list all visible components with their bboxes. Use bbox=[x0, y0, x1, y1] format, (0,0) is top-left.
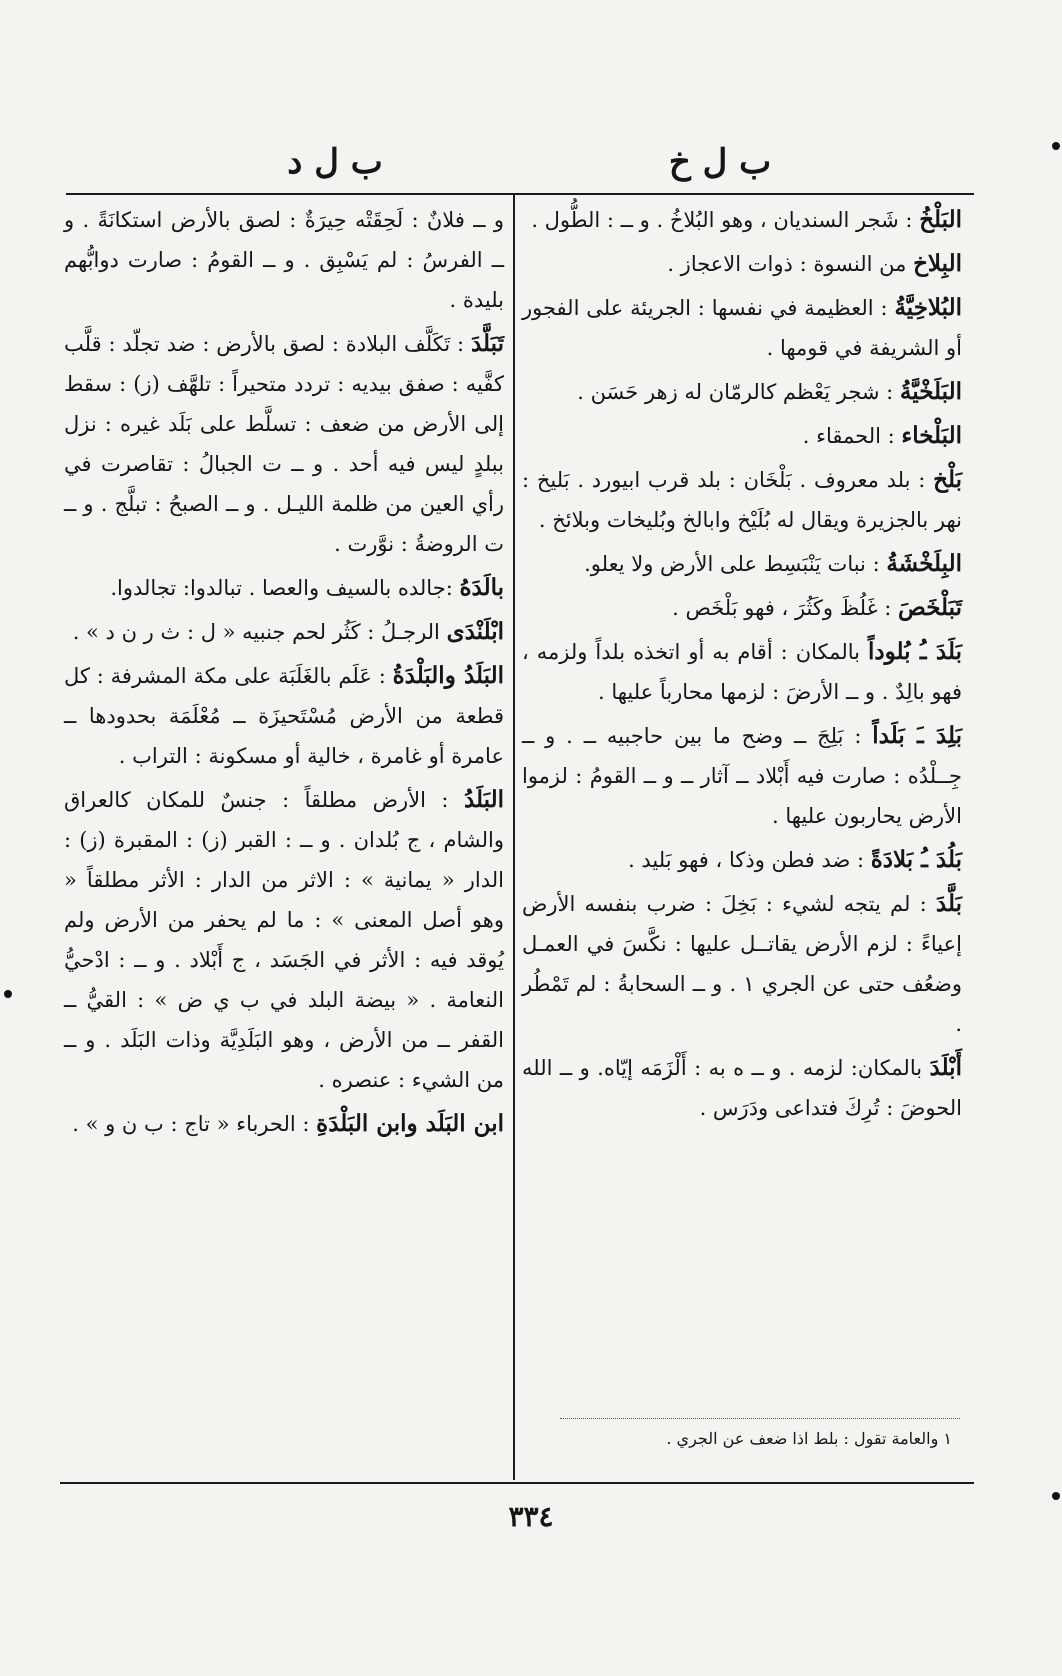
entry-definition: بالمكان : أقام به أو اتخذه بلداً ولزمه ، فهو بالِدٌ . و ــ الأرضَ : لزمها محارباً عليها . bbox=[522, 640, 962, 704]
dictionary-entry bbox=[64, 780, 504, 1100]
dictionary-entry bbox=[64, 1104, 504, 1144]
entry-definition: : الحمقاء . bbox=[802, 424, 895, 448]
entry-headword: تَبَلْخَصَ bbox=[898, 594, 962, 621]
scan-edge-mark bbox=[4, 990, 12, 998]
dictionary-entry bbox=[64, 656, 504, 776]
entry-definition: :جالده بالسيف والعصا . تبالدوا: تجالدوا. bbox=[110, 576, 453, 600]
entry-definition: : بلد معروف . بَلْخَان : بلد قرب ابيورد . بَليخ : نهر بالجزيرة ويقال له بُلَيْخ وابالخ وبُليخات وبلائخ . bbox=[522, 468, 962, 532]
entry-headword: أَبْلَدَ bbox=[929, 1054, 962, 1081]
dictionary-entry bbox=[522, 200, 962, 240]
dictionary-entry bbox=[64, 568, 504, 608]
dictionary-entry bbox=[64, 324, 504, 564]
entry-definition: : الحرباء « تاج : ب ن و » . bbox=[72, 1112, 310, 1136]
bottom-rule bbox=[60, 1482, 974, 1484]
top-rule bbox=[66, 193, 974, 195]
dictionary-entry bbox=[522, 416, 962, 456]
dictionary-entry bbox=[522, 1048, 962, 1128]
entry-definition: : الأرض مطلقاً : جنسٌ للمكان كالعراق والشام ، ج بُلدان . و ــ : القبر (ز) : المقبرة (ز) : الدار « يمانية » : الاثر من الدار : الأثر مطلقاً « وهو أصل المعنى » : ما لم يحفر من الأرض ولم يُوقد فيه : الأثر في الجَسَد ، ج أَبْلاد . و ــ : ادْحيُّ النعامة . « بيضة البلد في ب ي ض » : القيُّ ــ القفر ــ من الأرض ، وهو البَلَدِيَّة وذات البَلَد . و ــ من الشيء : عنصره . bbox=[64, 788, 504, 1092]
left-column bbox=[64, 200, 504, 1148]
entry-definition: : بَلِجَ ــ وضح ما بين حاجبيه ــ . و ــ جِــلْدُه : صارت فيه أَبْلاد ــ آثار ــ و ــ القومُ : لزموا الأرض يحاربون عليها . bbox=[522, 724, 962, 828]
header-root-left: ب ل د bbox=[287, 142, 383, 182]
dictionary-entry bbox=[522, 884, 962, 1044]
header-root-right: ب ل خ bbox=[668, 142, 772, 182]
entry-definition: : غَلُظَ وكَثُرَ ، فهو بَلْخَص . bbox=[672, 596, 892, 620]
dictionary-entry bbox=[64, 612, 504, 652]
entry-headword: بَلْخ bbox=[933, 466, 962, 493]
entry-definition: : لم يتجه لشيء : بَخِلَ : ضرب بنفسه الأرض إعياءً : لزم الأرض يقاتــل عليها : نكَّسَ في العمـل وضعُف حتى عن الجري ١ . و ــ السحابةُ : لم تَمْطُر . bbox=[522, 892, 962, 1036]
dictionary-entry bbox=[522, 840, 962, 880]
footnote-separator bbox=[560, 1418, 960, 1419]
dictionary-entry bbox=[522, 632, 962, 712]
dictionary-entry bbox=[522, 460, 962, 540]
footnote: ١ والعامة تقول : بلط اذا ضعف عن الجري . bbox=[666, 1429, 952, 1448]
entry-definition: من النسوة : ذوات الاعجاز . bbox=[667, 252, 907, 276]
entry-headword: ابن البَلَد وابن البَلْدَةِ bbox=[316, 1110, 504, 1137]
entry-headword: البَلَخْيَّةُ bbox=[899, 378, 962, 405]
entry-definition: : تَكَلَّف البلادة : لصق بالأرض : ضد تجلّد : قلَّب كفَّيه : صفق بيديه : تردد متحيراً : تلهَّف (ز) : سقط إلى الأرض من ضعف : تسلَّط على بَلَد غيره : نزل ببلدٍ ليس فيه أحد . و ــ ت الجبالُ : تقاصرت في رأي العين من ظلمة الليـل . و ــ الصبحُ : تبلَّج . و ــ ت الروضةُ : نوَّرت . bbox=[64, 332, 504, 556]
entry-headword: البَلْخاء bbox=[901, 422, 962, 449]
entry-definition: : عَلَم بالغَلَبَة على مكة المشرفة : كل قطعة من الأرض مُسْتَحيزَة ــ مُعْلَمَة بحدودها ــ عامرة أو غامرة ، خالية أو مسكونة : التراب . bbox=[64, 664, 504, 768]
column-divider bbox=[513, 195, 515, 1480]
entry-headword: البَلْخُ bbox=[919, 206, 962, 233]
entry-headword: البَلَدُ والبَلْدَةُ bbox=[392, 662, 505, 689]
dictionary-entry bbox=[522, 372, 962, 412]
entry-definition: بالمكان: لزمه . و ــ ه به : أَلْزَمَه إيّاه. و ــ الله الحوضَ : تُرِكَ فتداعى ودَرَس . bbox=[522, 1056, 962, 1120]
dictionary-entry bbox=[64, 200, 504, 320]
entry-headword: تَبَلَّدَ bbox=[470, 330, 504, 357]
entry-definition: : العظيمة في نفسها : الجريئة على الفجور أو الشريفة في قومها . bbox=[522, 296, 962, 360]
dictionary-entry bbox=[522, 288, 962, 368]
entry-headword: بالَدَهُ bbox=[459, 574, 504, 601]
dictionary-entry bbox=[522, 544, 962, 584]
entry-definition: : نبات يَنْبَسِط على الأرض ولا يعلو. bbox=[584, 552, 880, 576]
scan-edge-mark bbox=[1052, 142, 1060, 150]
dictionary-entry bbox=[522, 588, 962, 628]
entry-definition: : ضد فطن وذكا ، فهو بَليد . bbox=[628, 848, 865, 872]
entry-headword: ابْلَنْدَى bbox=[446, 618, 504, 645]
entry-headword: بَلُدَ ـُ بَلادَةً bbox=[870, 846, 962, 873]
entry-definition: و ــ فلانٌ : لَحِقَتْه حِيرَةٌ : لصق بالأرض استكانَةً . و ــ الفرسُ : لم يَسْبِق . و ــ القومُ : صارت دوابُّهم بليدة . bbox=[64, 208, 504, 312]
entry-headword: البِلاخ bbox=[913, 250, 962, 277]
page-number: ٣٣٤ bbox=[508, 1500, 554, 1533]
entry-headword: بَلِدَ ـَ بَلَداً bbox=[872, 722, 962, 749]
entry-headword: بَلَدَ ـُ بُلوداً bbox=[867, 638, 963, 665]
entry-definition: : شَجر السنديان ، وهو البُلاخُ . و ــ : الطُّول . bbox=[531, 208, 913, 232]
dictionary-entry bbox=[522, 716, 962, 836]
entry-headword: البِلَخْشَةُ bbox=[886, 550, 962, 577]
scan-edge-mark bbox=[1052, 1492, 1060, 1500]
right-column bbox=[522, 200, 962, 1132]
entry-definition: الرجـلُ : كَثُر لحم جنبيه « ل : ث ر ن د » . bbox=[72, 620, 440, 644]
entry-definition: : شجر يَعْظم كالرمّان له زهر حَسَن . bbox=[577, 380, 894, 404]
entry-headword: البَلَدُ bbox=[463, 786, 504, 813]
entry-headword: البُلاخِيَّةُ bbox=[894, 294, 962, 321]
dictionary-entry bbox=[522, 244, 962, 284]
entry-headword: بَلَّدَ bbox=[935, 890, 962, 917]
